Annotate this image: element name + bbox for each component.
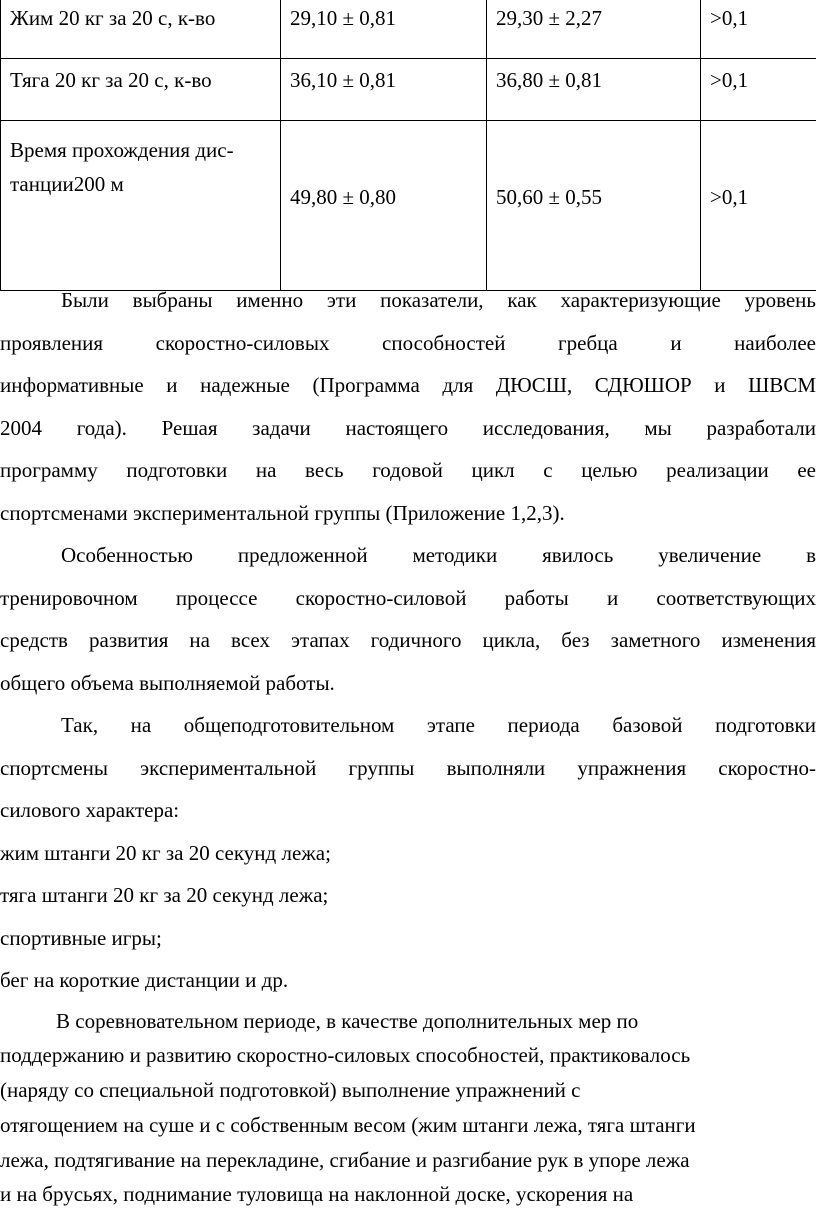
list-item: спортивные игры; (0, 925, 162, 950)
paragraph-line: спортсмены экспериментальной группы выполняли упражнения скоростно- (0, 755, 816, 780)
paragraph-line: программу подготовки на весь годовой цикл с целью реализации ее (0, 458, 816, 482)
paragraph-line: спортсменами экспериментальной группы (Приложение 1,2,3). (0, 500, 565, 525)
paragraph-line: 2004 года). Решая задачи настоящего исследования, мы разработали (0, 415, 816, 440)
paragraph-line: тренировочном процессе скоростно-силовой работы и соответствующих (0, 585, 816, 610)
paragraph-line: Особенностью предложенной методики явилось увеличение в (61, 543, 816, 567)
experimental-group-value: 50,60 ± 0,55 (487, 121, 701, 291)
list-item: бег на короткие дистанции и др. (0, 968, 289, 992)
paragraph-line: (наряду со специальной подготовкой) выполнение упражнений с (0, 1078, 581, 1103)
row-label-line: Время прохождения дис- (10, 138, 234, 162)
p-value: >0,1 (701, 59, 816, 121)
paragraph-line: и на брусьях, поднимание туловища на наклонной доске, ускорения на (0, 1182, 634, 1207)
control-group-value: 29,10 ± 0,81 (281, 0, 487, 59)
row-label: Тяга 20 кг за 20 с, к-во (1, 59, 281, 121)
paragraph-line: Были выбраны именно эти показатели, как характеризующие уровень (61, 288, 816, 312)
paragraph-line: силового характера: (0, 798, 180, 822)
results-table (0, 0, 816, 291)
list-item: тяга штанги 20 кг за 20 секунд лежа; (0, 883, 329, 907)
table-row (1, 121, 816, 291)
control-group-value: 49,80 ± 0,80 (281, 121, 487, 291)
paragraph-line: информативные и надежные (Программа для ДЮСШ, СДЮШОР и ШВСМ (0, 373, 816, 397)
paragraph (0, 1004, 816, 1213)
experimental-group-value: 36,80 ± 0,81 (487, 59, 701, 121)
table-row (1, 0, 816, 59)
list-item: жим штанги 20 кг за 20 секунд лежа; (0, 840, 331, 865)
row-label-line: танции200 м (10, 172, 124, 196)
paragraph-line: общего объема выполняемой работы. (0, 670, 335, 695)
paragraph-line: поддержанию и развитию скоростно-силовых способностей, практиковалось (0, 1043, 691, 1068)
p-value: >0,1 (701, 0, 816, 59)
experimental-group-value: 29,30 ± 2,27 (487, 0, 701, 59)
row-label: Жим 20 кг за 20 с, к-во (1, 0, 281, 59)
paragraph-line: лежа, подтягивание на перекладине, сгибание и разгибание рук в упоре лежа (0, 1147, 690, 1172)
body-text (0, 279, 816, 1212)
row-label (1, 121, 281, 291)
paragraph-line: проявления скоростно-силовых способностей гребца и наиболее (0, 330, 816, 355)
control-group-value: 36,10 ± 0,81 (281, 59, 487, 121)
paragraph-line: средств развития на всех этапах годичного цикла, без заметного изменения (0, 628, 816, 652)
paragraph-line: отягощением на суше и с собственным весом (жим штанги лежа, тяга штанги (0, 1112, 696, 1137)
table-row (1, 59, 816, 121)
p-value: >0,1 (701, 121, 816, 291)
paragraph-line: Так, на общеподготовительном этапе периода базовой подготовки (61, 713, 816, 737)
paragraph-line: В соревновательном периоде, в качестве дополнительных мер по (56, 1008, 639, 1033)
